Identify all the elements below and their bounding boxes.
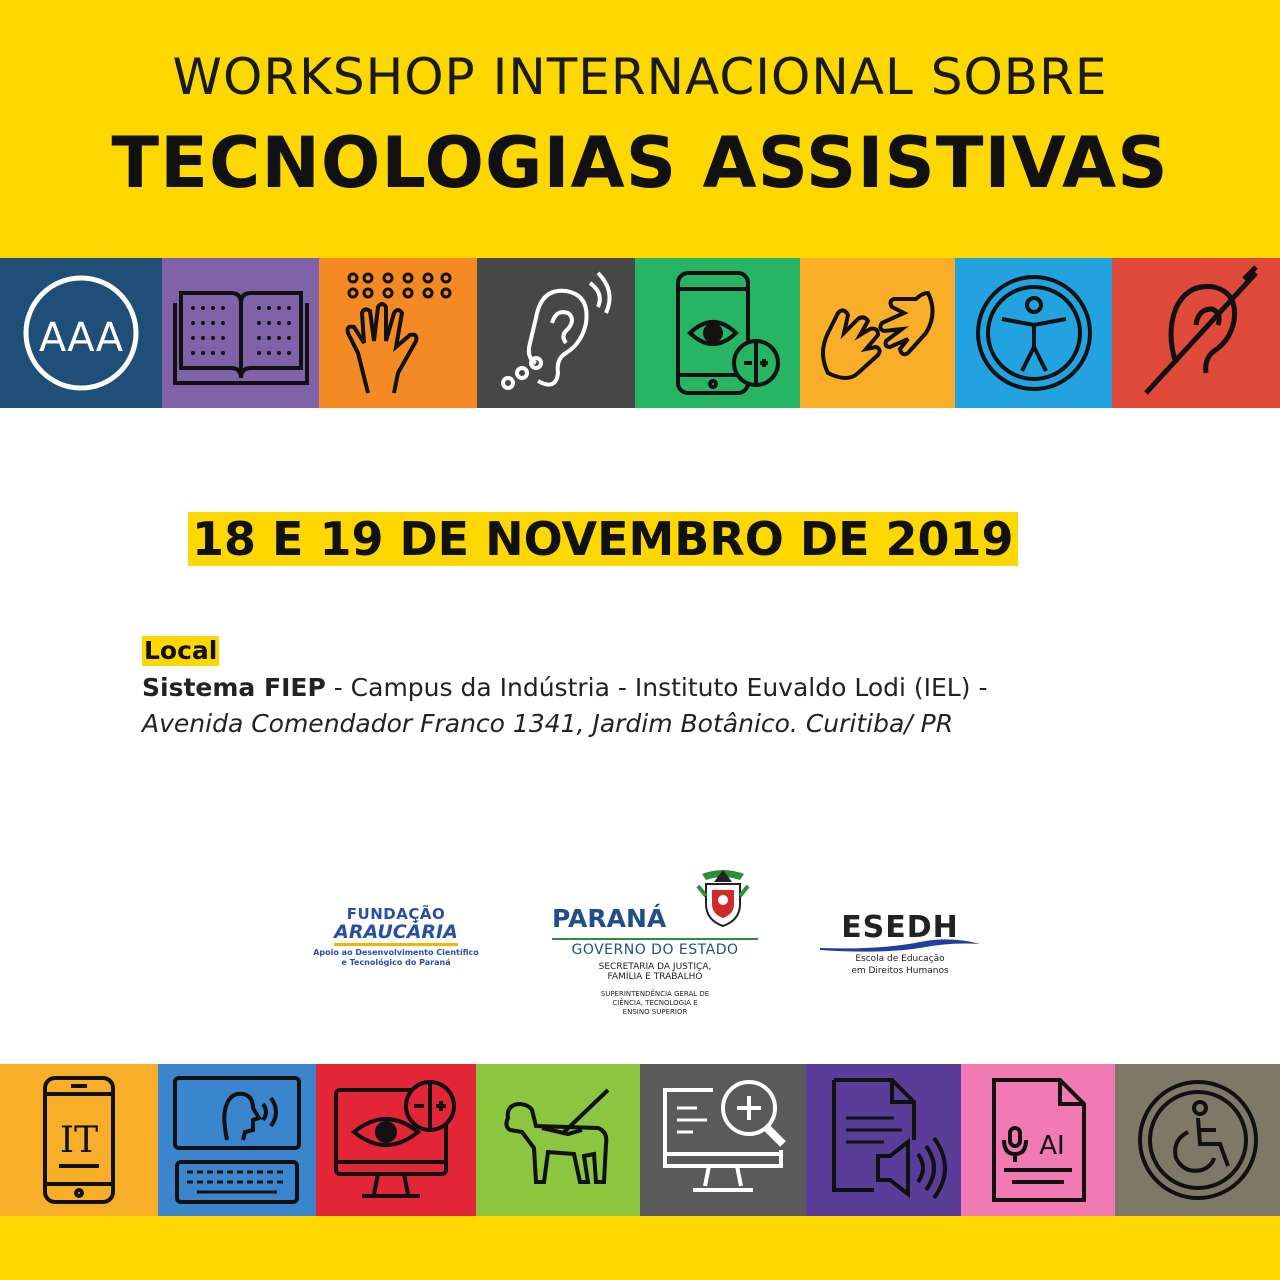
tile-screen-magnifier xyxy=(640,1064,806,1216)
parana-sup-line1: SUPERINTENDÊNCIA GERAL DE xyxy=(600,990,710,998)
parana-superintendencia xyxy=(552,990,758,1017)
braille-book-icon xyxy=(171,263,311,403)
tile-document-audio xyxy=(806,1064,961,1216)
tile-mobile-eye xyxy=(635,258,800,408)
svg-text:IT: IT xyxy=(59,1120,99,1161)
araucaria-line2: ARAUCÁRIA xyxy=(334,921,458,946)
venue-details: - Campus da Indústria - Instituto Euvaldo Lodi (IEL) - xyxy=(325,673,988,702)
tile-sign-language xyxy=(800,258,955,408)
bottom-icon-strip xyxy=(0,1064,1280,1216)
parana-gov: GOVERNO DO ESTADO xyxy=(552,938,758,958)
tile-guide-dog xyxy=(476,1064,640,1216)
document-ai-icon xyxy=(968,1070,1108,1210)
tile-wheelchair xyxy=(1115,1064,1280,1216)
svg-text:AI: AI xyxy=(1039,1131,1065,1161)
tile-deaf xyxy=(1112,258,1280,408)
araucaria-line3: Apoio ao Desenvolvimento Científico xyxy=(313,948,479,957)
event-date: 18 E 19 DE NOVEMBRO DE 2019 xyxy=(188,512,1018,566)
document-audio-icon xyxy=(814,1070,954,1210)
top-icon-strip xyxy=(0,258,1280,408)
title-line-2: TECNOLOGIAS ASSISTIVAS xyxy=(111,122,1169,204)
parana-sup-line2: CIÊNCIA, TECNOLOGIA E xyxy=(612,999,698,1007)
title-line-1: WORKSHOP INTERNACIONAL SOBRE xyxy=(172,48,1108,106)
monitor-eye-icon xyxy=(326,1070,466,1210)
tile-computer-voice xyxy=(158,1064,316,1216)
computer-voice-icon xyxy=(167,1070,307,1210)
wheelchair-icon xyxy=(1128,1070,1268,1210)
parana-sup-line3: ENSINO SUPERIOR xyxy=(622,1008,688,1016)
parana-sec-line2: FAMÍLIA E TRABALHO xyxy=(607,972,703,982)
location-venue xyxy=(142,672,987,704)
esedh-line1: Escola de Educação xyxy=(855,954,945,964)
screen-magnifier-icon xyxy=(653,1070,793,1210)
tile-accessibility xyxy=(955,258,1112,408)
hearing-icon xyxy=(486,263,626,403)
deaf-icon xyxy=(1126,263,1266,403)
tile-braille-book xyxy=(162,258,319,408)
parana-secretaria xyxy=(552,962,758,982)
tile-monitor-eye xyxy=(316,1064,476,1216)
parana-sec-line1: SECRETARIA DA JUSTIÇA, xyxy=(598,962,712,972)
parana-crest-icon xyxy=(692,866,754,928)
mobile-eye-icon xyxy=(648,263,788,403)
footer-banner xyxy=(0,1216,1280,1280)
tile-braille-hand xyxy=(319,258,477,408)
svg-text:AAA: AAA xyxy=(38,315,124,361)
mobile-text-icon xyxy=(9,1070,149,1210)
header-banner xyxy=(0,0,1280,258)
braille-hand-icon xyxy=(328,263,468,403)
location-label: Local xyxy=(144,636,218,665)
sign-language-icon xyxy=(808,263,948,403)
font-size-icon xyxy=(11,263,151,403)
guide-dog-icon xyxy=(488,1070,628,1210)
logo-esedh xyxy=(820,912,980,976)
logo-fundacao-araucaria xyxy=(296,905,496,968)
esedh-name: ESEDH xyxy=(841,910,959,945)
parana-name: PARANÁ xyxy=(552,904,667,933)
esedh-line2: em Direitos Humanos xyxy=(851,966,949,976)
tile-hearing xyxy=(477,258,635,408)
araucaria-line1: FUNDAÇÃO xyxy=(346,905,446,923)
tile-font-size xyxy=(0,258,162,408)
araucaria-line4: e Tecnológico do Paraná xyxy=(341,958,451,967)
accessibility-icon xyxy=(964,263,1104,403)
tile-document-ai xyxy=(961,1064,1115,1216)
location-address: Avenida Comendador Franco 1341, Jardim Botânico. Curitiba/ PR xyxy=(142,709,954,738)
tile-mobile-text xyxy=(0,1064,158,1216)
venue-name: Sistema FIEP xyxy=(142,673,326,702)
